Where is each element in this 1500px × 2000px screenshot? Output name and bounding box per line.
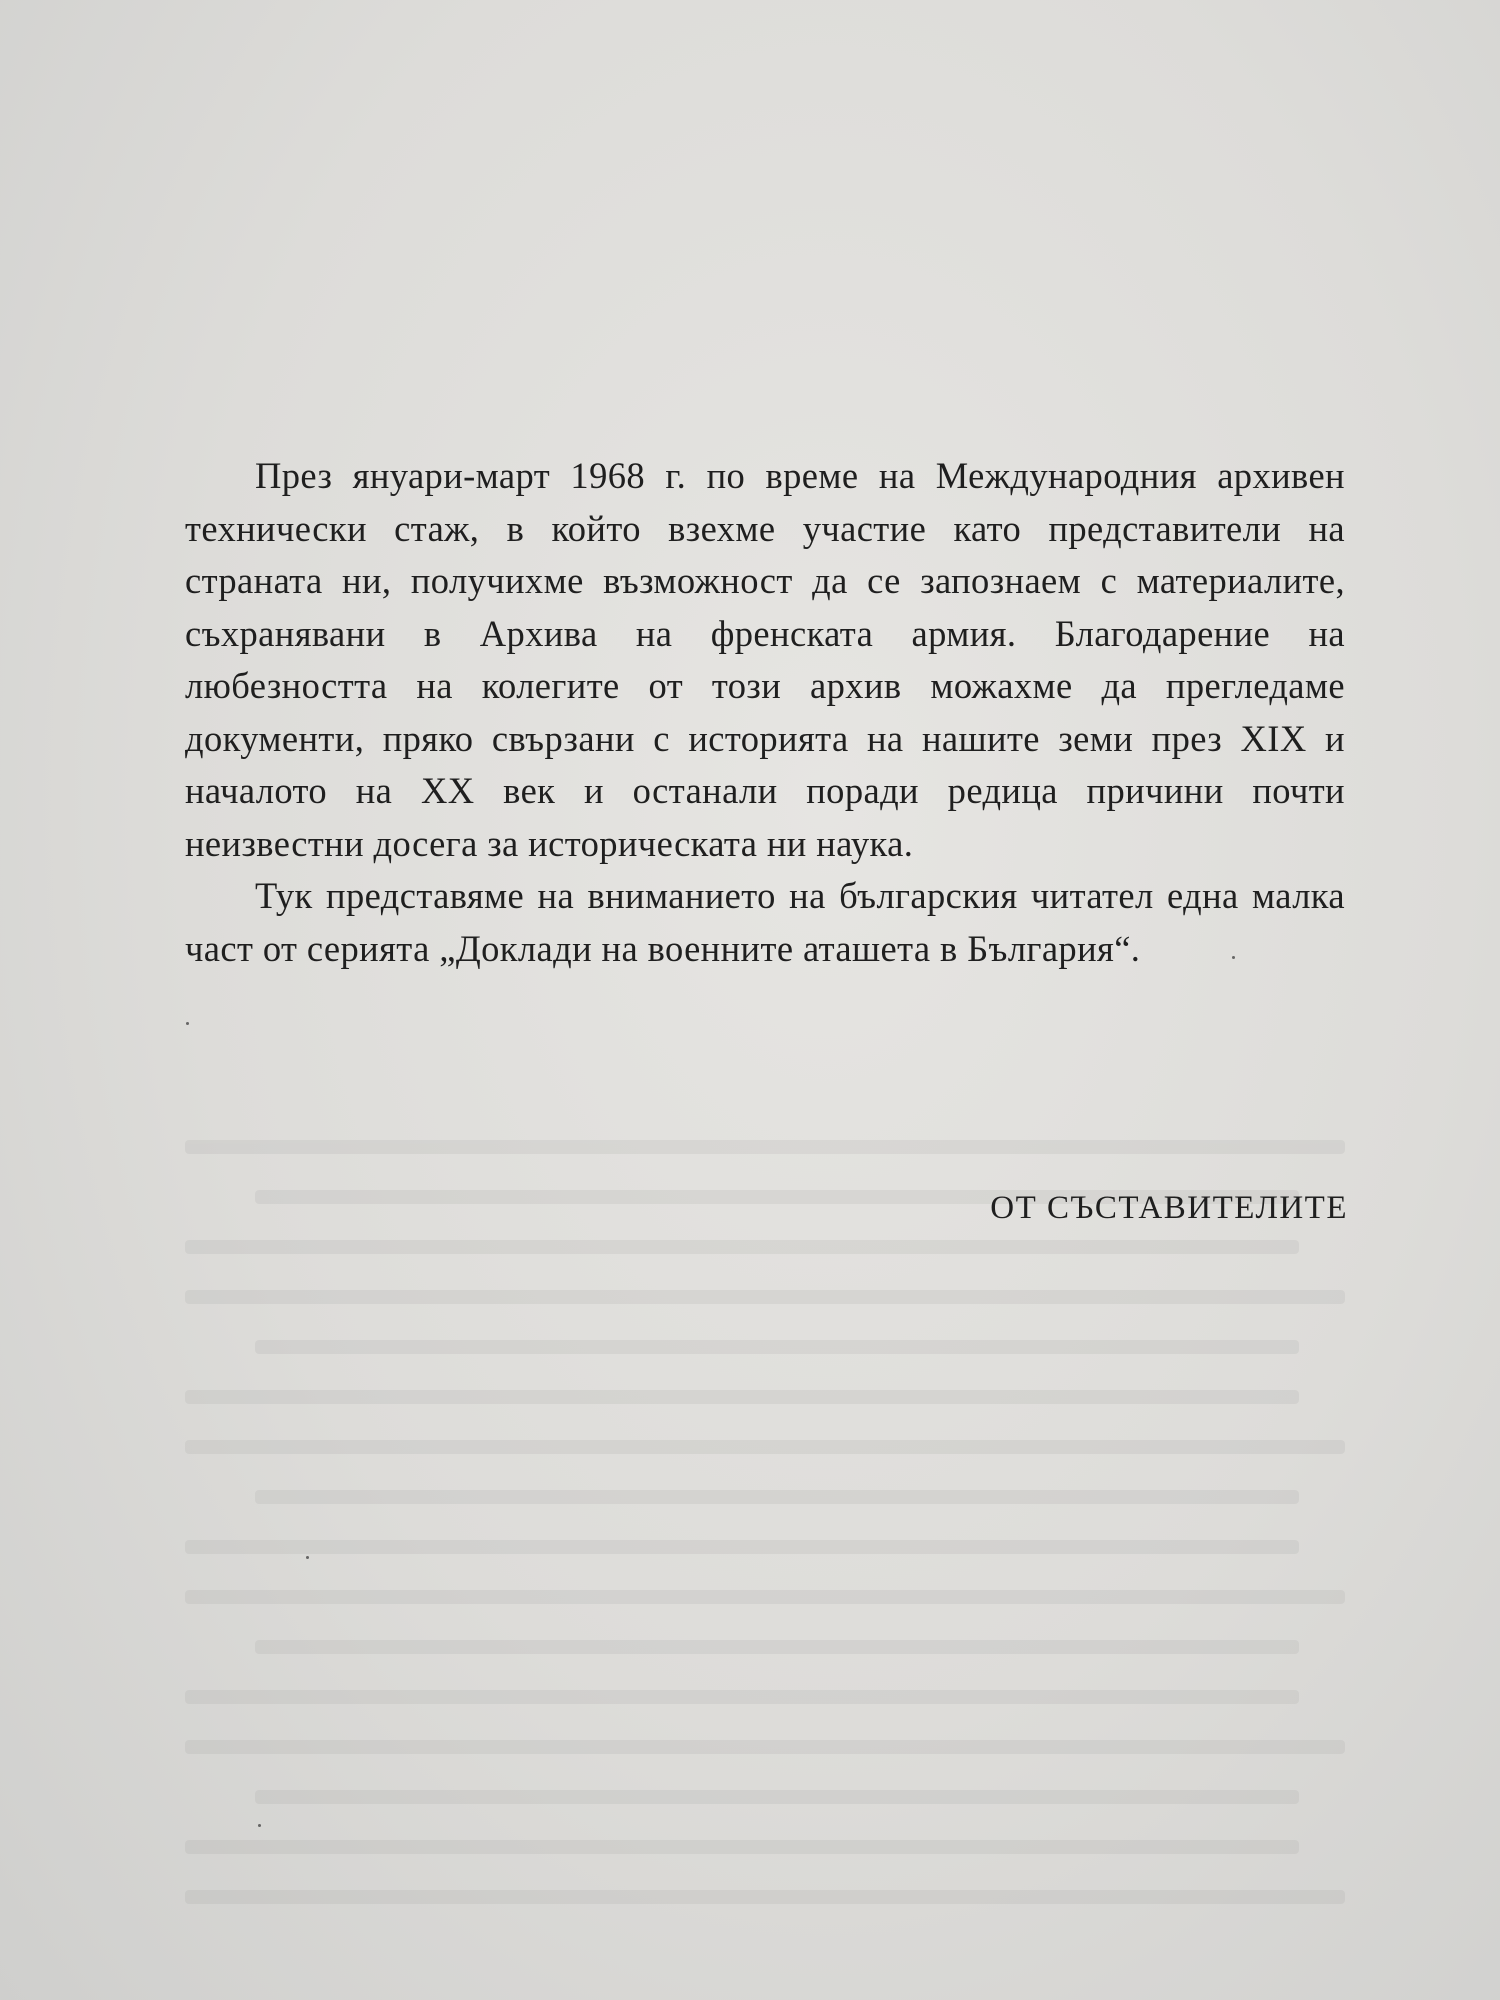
paragraph-1: През януари-март 1968 г. по време на Международния архивен технически стаж, в който взехме участие като представители на страната ни, получихме възможност да се запознаем с материалите, съхранявани в Архива на френската армия. Благодарение на любезността на колегите от този архив можахме да прегледаме документи, пряко свързани с историята на нашите земи през XIX и началото на XX век и останали поради редица причини почти неизвестни досега за историческата ни наука. [185, 455, 1345, 864]
body-text [185, 450, 1345, 975]
paper-speck [306, 1556, 309, 1559]
paragraph-2: Тук представяме на вниманието на българския читател една малка част от серията „Доклади на военните аташета в България“. [185, 875, 1345, 969]
paper-speck [186, 1022, 189, 1025]
paper-speck [1232, 956, 1235, 959]
paper-speck [258, 1824, 261, 1827]
signature: ОТ СЪСТАВИТЕЛИТЕ [990, 1190, 1348, 1226]
reverse-side-show-through [185, 1140, 1345, 1920]
